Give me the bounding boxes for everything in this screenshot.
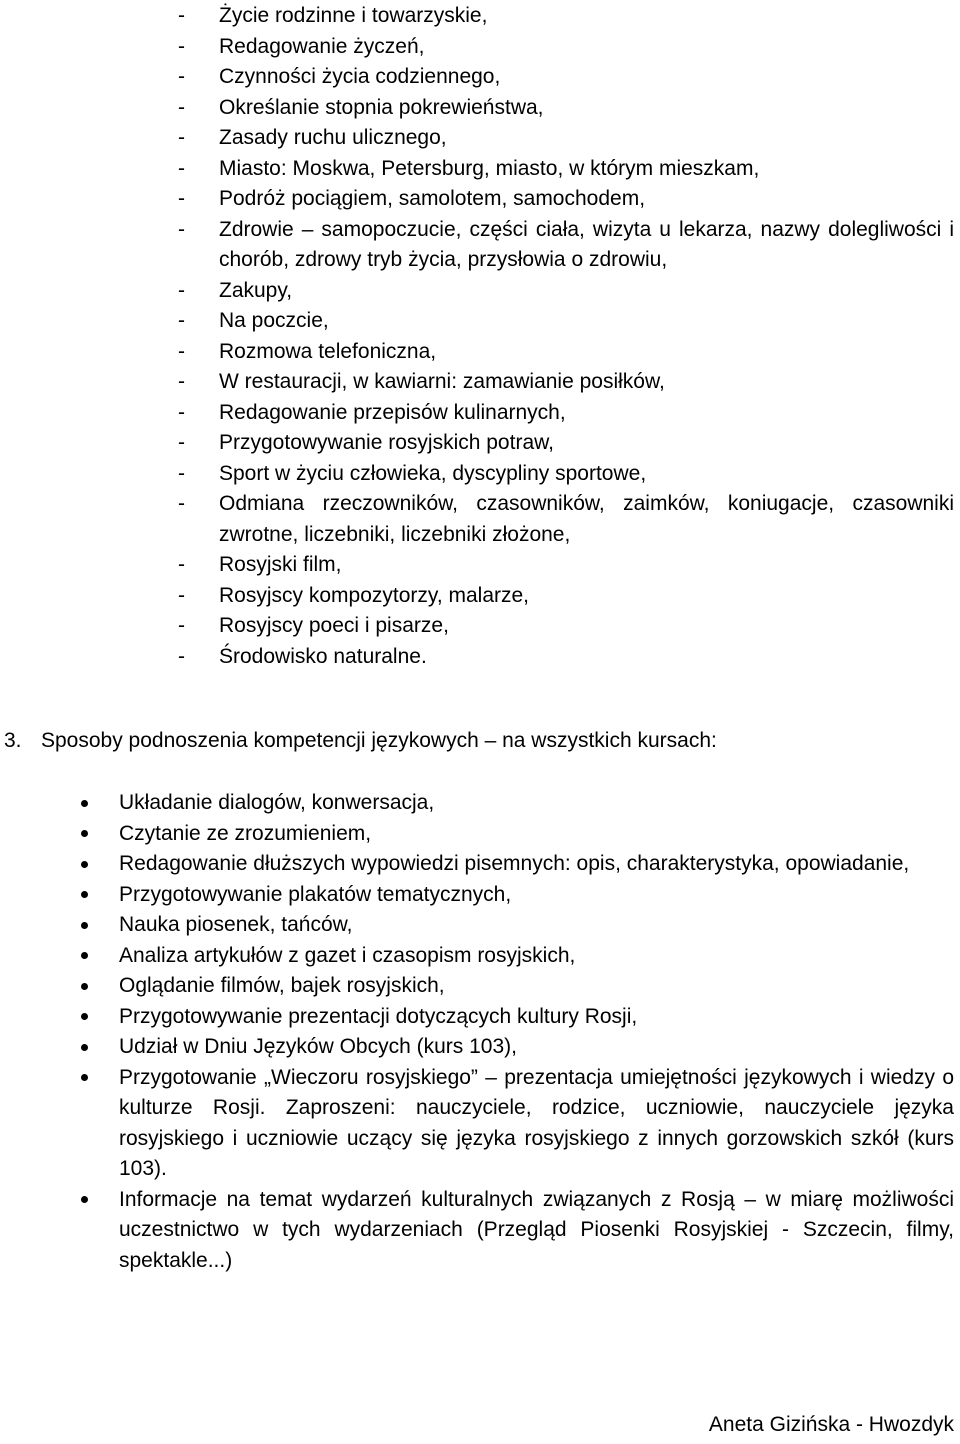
list-item-text: Środowisko naturalne.	[219, 644, 427, 668]
list-item-text: Rosyjscy kompozytorzy, malarze,	[219, 583, 530, 607]
bullet-icon	[81, 952, 88, 959]
dash-marker: -	[178, 187, 185, 210]
list-item	[0, 550, 960, 581]
list-item-text: Przygotowywanie rosyjskich potraw,	[219, 431, 554, 454]
dash-marker: -	[178, 644, 185, 668]
dash-marker: -	[178, 400, 185, 424]
dash-marker: -	[178, 431, 185, 454]
list-item-text: Układanie dialogów, konwersacja,	[119, 791, 435, 814]
list-item-text: W restauracji, w kawiarni: zamawianie posiłków,	[219, 370, 665, 393]
list-item	[0, 880, 960, 911]
list-item-text: Sport w życiu człowieka, dyscypliny sportowe,	[219, 461, 647, 485]
dash-marker: -	[178, 156, 185, 180]
bullet-icon	[81, 1074, 88, 1081]
list-item	[0, 123, 960, 154]
list-item-text: Przygotowanie „Wieczoru rosyjskiego” – prezentacja umiejętności językowych i wiedzy o kulturze Rosji. Zaproszeni: nauczyciele, rodzice, uczniowie, nauczyciele języka rosyjskiego i uczniowie uczący się języka rosyjskiego z innych gorzowskich szkół (kurs 103).	[119, 1065, 954, 1180]
dash-marker: -	[178, 583, 185, 607]
dash-marker: -	[178, 95, 185, 119]
bullet-icon	[81, 1013, 88, 1020]
list-item	[0, 849, 960, 880]
topics-list	[0, 1, 960, 672]
dash-marker: -	[178, 339, 185, 363]
list-item-text: Zdrowie – samopoczucie, części ciała, wizyta u lekarza, nazwy dolegliwości i chorób, zdrowy tryb życia, przysłowia o zdrowiu,	[219, 217, 954, 271]
list-item-text: Na poczcie,	[219, 309, 329, 332]
bullet-icon	[81, 891, 88, 898]
list-item-text: Odmiana rzeczowników, czasowników, zaimków, koniugacje, czasowniki zwrotne, liczebniki, liczebniki złożone,	[219, 492, 954, 546]
section-number: 3.	[4, 729, 22, 752]
list-item	[0, 910, 960, 941]
list-item-text: Przygotowywanie plakatów tematycznych,	[119, 882, 512, 906]
bullet-icon	[81, 922, 88, 929]
list-item-text: Informacje na temat wydarzeń kulturalnych związanych z Rosją – w miarę możliwości uczestnictwo w tych wydarzeniach (Przegląd Piosenki Rosyjskiej - Szczecin, filmy, spektakle...)	[119, 1187, 954, 1272]
list-item-text: Zakupy,	[219, 278, 293, 302]
list-item	[0, 1063, 960, 1185]
dash-marker: -	[178, 278, 185, 302]
list-item-text: Czytanie ze zrozumieniem,	[119, 821, 372, 845]
list-item	[0, 306, 960, 337]
dash-marker: -	[178, 461, 185, 485]
list-item-text: Zasady ruchu ulicznego,	[219, 126, 447, 149]
list-item-text: Podróż pociągiem, samolotem, samochodem,	[219, 187, 646, 210]
list-item	[0, 581, 960, 612]
list-item	[0, 1185, 960, 1277]
list-item	[0, 93, 960, 124]
list-item-text: Miasto: Moskwa, Petersburg, miasto, w którym mieszkam,	[219, 156, 760, 180]
list-item	[0, 398, 960, 429]
bullet-icon	[81, 1044, 88, 1051]
list-item	[0, 215, 960, 276]
list-item-text: Redagowanie życzeń,	[219, 34, 425, 58]
list-item-text: Przygotowywanie prezentacji dotyczących kultury Rosji,	[119, 1004, 638, 1028]
list-item	[0, 642, 960, 673]
section-title: Sposoby podnoszenia kompetencji językowych – na wszystkich kursach:	[41, 729, 717, 752]
list-item	[0, 154, 960, 185]
dash-marker: -	[178, 553, 185, 576]
list-item-text: Redagowanie dłuższych wypowiedzi pisemnych: opis, charakterystyka, opowiadanie,	[119, 852, 910, 875]
list-item	[0, 788, 960, 819]
list-item	[0, 62, 960, 93]
list-item	[0, 1032, 960, 1063]
list-item	[0, 32, 960, 63]
list-item-text: Redagowanie przepisów kulinarnych,	[219, 400, 566, 424]
list-item-text: Oglądanie filmów, bajek rosyjskich,	[119, 974, 445, 997]
bullet-icon	[81, 861, 88, 868]
dash-marker: -	[178, 34, 185, 58]
bullet-icon	[81, 830, 88, 837]
list-item-text: Określanie stopnia pokrewieństwa,	[219, 95, 544, 119]
bullet-icon	[81, 1196, 88, 1203]
dash-marker: -	[178, 492, 185, 515]
methods-list	[0, 788, 960, 1276]
dash-marker: -	[178, 370, 185, 393]
list-item-text: Życie rodzinne i towarzyskie,	[219, 4, 488, 27]
list-item-text: Nauka piosenek, tańców,	[119, 913, 353, 936]
dash-marker: -	[178, 4, 185, 27]
dash-marker: -	[178, 126, 185, 149]
list-item	[0, 459, 960, 490]
dash-marker: -	[178, 217, 185, 241]
list-item	[0, 367, 960, 398]
list-item-text: Analiza artykułów z gazet i czasopism rosyjskich,	[119, 943, 576, 967]
list-item-text: Udział w Dniu Języków Obcych (kurs 103),	[119, 1035, 517, 1058]
list-item	[0, 184, 960, 215]
list-item	[0, 971, 960, 1002]
author-signature: Aneta Gizińska - Hwozdyk	[708, 1413, 954, 1436]
list-item	[0, 611, 960, 642]
list-item	[0, 1002, 960, 1033]
bullet-icon	[81, 983, 88, 990]
list-item	[0, 428, 960, 459]
list-item-text: Czynności życia codziennego,	[219, 65, 501, 88]
dash-marker: -	[178, 65, 185, 88]
list-item-text: Rosyjscy poeci i pisarze,	[219, 614, 449, 637]
bullet-icon	[81, 800, 88, 807]
dash-marker: -	[178, 309, 185, 332]
list-item-text: Rozmowa telefoniczna,	[219, 339, 437, 363]
list-item	[0, 489, 960, 550]
list-item	[0, 1, 960, 32]
list-item	[0, 337, 960, 368]
list-item	[0, 941, 960, 972]
list-item-text: Rosyjski film,	[219, 553, 342, 576]
list-item	[0, 276, 960, 307]
dash-marker: -	[178, 614, 185, 637]
list-item	[0, 819, 960, 850]
